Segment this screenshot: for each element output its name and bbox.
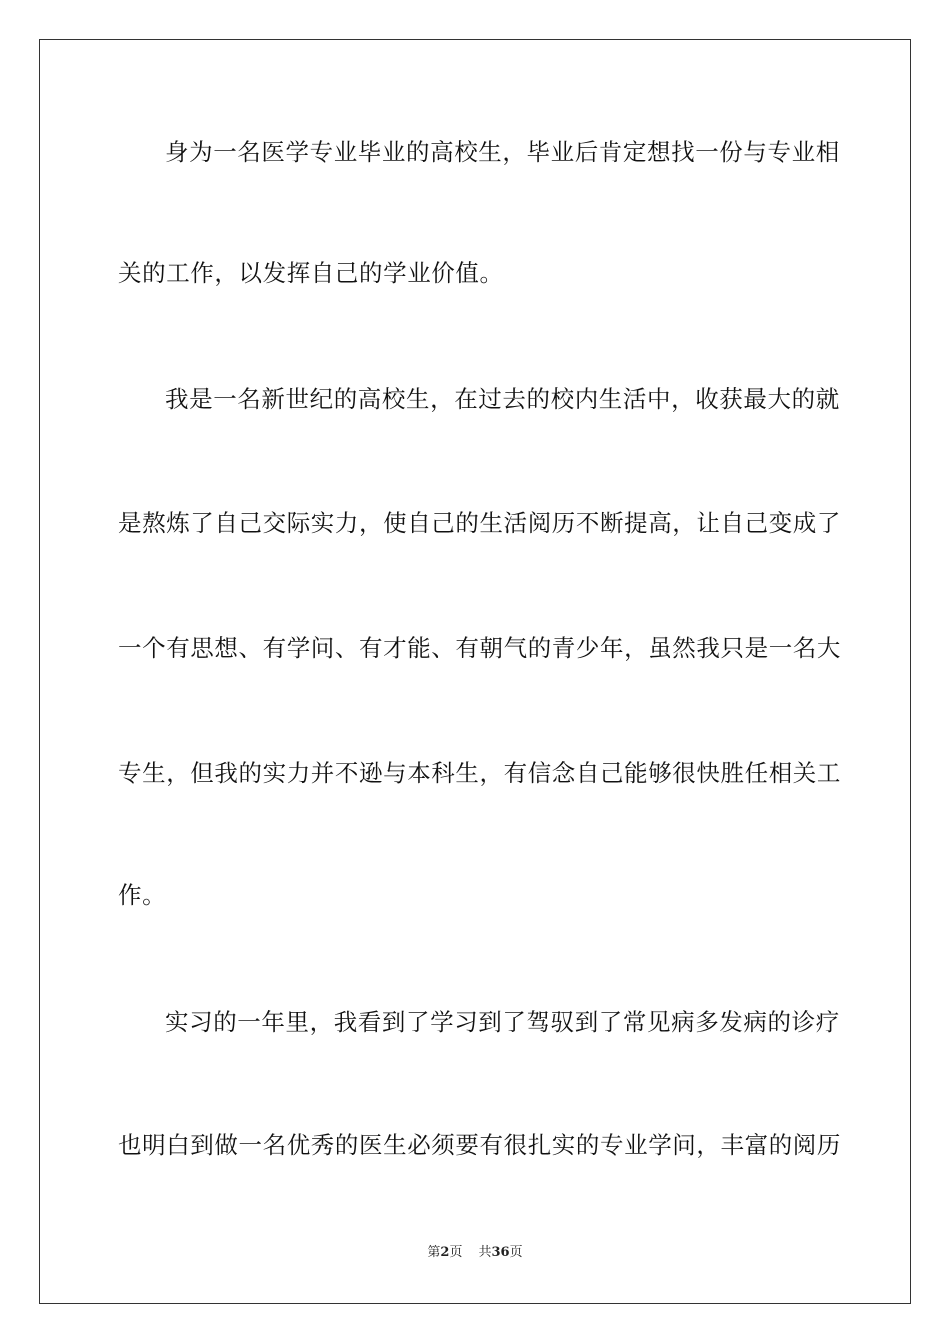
footer-total-pages: 36 <box>491 1245 510 1260</box>
paragraph-2-line-3: 一个有思想、有学问、有才能、有朝气的青少年，虽然我只是一名大 <box>118 634 841 662</box>
paragraph-2-line-1: 我是一名新世纪的高校生，在过去的校内生活中，收获最大的就 <box>165 385 840 413</box>
paragraph-3-line-1: 实习的一年里，我看到了学习到了驾驭到了常见病多发病的诊疗 <box>165 1008 840 1036</box>
footer-page-prefix: 第 <box>427 1245 441 1260</box>
page-footer <box>0 1245 950 1261</box>
paragraph-3-line-2: 也明白到做一名优秀的医生必须要有很扎实的专业学问，丰富的阅历 <box>118 1131 841 1159</box>
footer-total-prefix: 共 <box>478 1245 492 1260</box>
footer-total-suffix: 页 <box>509 1245 523 1260</box>
paragraph-2-line-2: 是熬炼了自己交际实力，使自己的生活阅历不断提高，让自己变成了 <box>118 509 841 537</box>
footer-page-number: 2 <box>440 1245 450 1260</box>
paragraph-2-line-5: 作。 <box>118 881 167 909</box>
paragraph-2-line-4: 专生，但我的实力并不逊与本科生，有信念自己能够很快胜任相关工 <box>118 759 841 787</box>
paragraph-1-line-2: 关的工作，以发挥自己的学业价值。 <box>118 259 504 287</box>
page-border <box>39 39 911 1304</box>
footer-page-suffix: 页 <box>449 1245 463 1260</box>
paragraph-1-line-1: 身为一名医学专业毕业的高校生，毕业后肯定想找一份与专业相 <box>165 138 840 166</box>
